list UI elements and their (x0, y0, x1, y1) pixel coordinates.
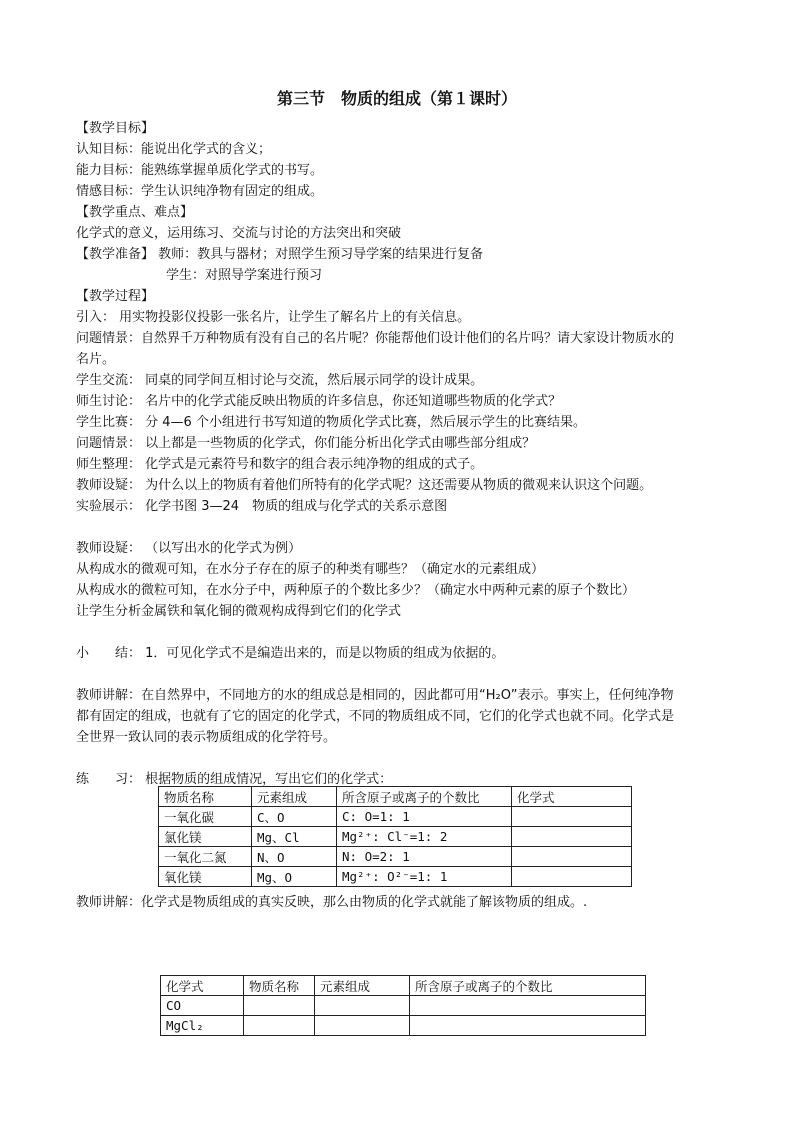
text-line: 师生整理： 化学式是元素符号和数字的组合表示纯净物的组成的式子。 (76, 457, 484, 472)
table-cell-answer[interactable] (512, 867, 632, 887)
table-cell: C: O=1: 1 (337, 807, 512, 827)
text-line: 师生讨论： 名片中的化学式能反映出物质的许多信息，你还知道哪些物质的化学式？ (76, 394, 562, 409)
text-line: 引入： 用实物投影仪投影一张名片，让学生了解名片上的有关信息。 (76, 310, 471, 325)
table-cell: 一氧化碳 (159, 807, 252, 827)
table-cell: N: O=2: 1 (337, 847, 512, 867)
table-row (159, 867, 632, 887)
table-cell-answer[interactable] (244, 1016, 315, 1036)
page-title: 第三节 物质的组成（第１课时） (276, 89, 517, 108)
table-cell-answer[interactable] (315, 1016, 410, 1036)
section-heading-objectives: 【教学目标】 (76, 121, 155, 136)
text-line: 教师讲解：化学式是物质组成的真实反映，那么由物质的化学式就能了解该物质的组成。. (76, 895, 588, 910)
table-row (159, 807, 632, 827)
table-row (159, 847, 632, 867)
text-line: 问题情景：自然界千万种物质有没有自己的名片呢？你能帮他们设计他们的名片吗？请大家设计物质水的 (76, 331, 675, 346)
text-line: 教师讲解：在自然界中，不同地方的水的组成总是相同的，因此都可用“H₂O”表示。事实上，任何纯净物 (76, 688, 674, 703)
table-cell-answer[interactable] (410, 1016, 646, 1036)
table-header-cell: 所含原子或离子的个数比 (337, 787, 512, 807)
table-cell: 氯化镁 (159, 827, 252, 847)
table-cell: Mg、O (252, 867, 337, 887)
text-line: 学生交流： 同桌的同学间互相讨论与交流，然后展示同学的设计成果。 (76, 373, 484, 388)
table-cell: Mg²⁺: O²⁻=1: 1 (337, 867, 512, 887)
table-cell-answer[interactable] (512, 847, 632, 867)
section-heading-preparation: 【教学准备】 教师：教具与器材；对照学生预习导学案的结果进行复备 (76, 247, 484, 262)
text-line: 小 结： 1．可见化学式不是编造出来的，而是以物质的组成为依据的。 (76, 646, 505, 661)
text-line: 从构成水的微粒可知，在水分子中，两种原子的个数比多少？（确定水中两种元素的原子个数比） (76, 583, 636, 598)
text-line: 学生比赛： 分 4—6 个小组进行书写知道的物质化学式比赛，然后展示学生的比赛结果。 (76, 415, 586, 430)
section-heading-key-points: 【教学重点、难点】 (76, 205, 194, 220)
exercise-table-1 (158, 786, 632, 887)
table-cell-answer[interactable] (410, 996, 646, 1016)
text-line: 都有固定的组成，也就有了它的固定的化学式，不同的物质组成不同，它们的化学式也就不同。化学式是 (76, 709, 675, 724)
table-cell: MgCl₂ (161, 1016, 244, 1036)
text-line: 问题情景： 以上都是一些物质的化学式，你们能分析出化学式由哪些部分组成？ (76, 436, 536, 451)
text-line: 全世界一致认同的表示物质组成的化学符号。 (76, 730, 337, 745)
table-cell: Mg²⁺: Cl⁻=1: 2 (337, 827, 512, 847)
text-line: 认知目标：能说出化学式的含义； (76, 142, 272, 157)
exercise-table-2 (160, 975, 646, 1036)
text-line: 教师设疑： 为什么以上的物质有着他们所特有的化学式呢？这还需要从物质的微观来认识这个问题。 (76, 478, 653, 493)
text-line: 情感目标：学生认识纯净物有固定的组成。 (76, 184, 324, 199)
table-row (161, 996, 646, 1016)
table-header-cell: 物质名称 (244, 976, 315, 996)
table-header-cell: 物质名称 (159, 787, 252, 807)
table-cell: N、O (252, 847, 337, 867)
text-line: 学生：对照导学案进行预习 (166, 268, 323, 283)
text-line: 实验展示： 化学书图 3—24 物质的组成与化学式的关系示意图 (76, 499, 448, 514)
table-header-cell: 元素组成 (315, 976, 410, 996)
table-cell: CO (161, 996, 244, 1016)
text-line: 教师设疑： （以写出水的化学式为例） (76, 541, 302, 556)
table-cell-answer[interactable] (512, 827, 632, 847)
table-cell: 氧化镁 (159, 867, 252, 887)
table-cell-answer[interactable] (244, 996, 315, 1016)
text-line: 名片。 (76, 352, 116, 367)
table-row (161, 1016, 646, 1036)
table-cell-answer[interactable] (315, 996, 410, 1016)
table-cell: C、O (252, 807, 337, 827)
table-header-cell: 化学式 (161, 976, 244, 996)
text-line: 让学生分析金属铁和氧化铜的微观构成得到它们的化学式 (76, 604, 402, 619)
text-line: 能力目标：能熟练掌握单质化学式的书写。 (76, 163, 324, 178)
table-header-cell: 元素组成 (252, 787, 337, 807)
table-row (159, 827, 632, 847)
text-line: 化学式的意义，运用练习、交流与讨论的方法突出和突破 (76, 226, 402, 241)
table-cell: Mg、Cl (252, 827, 337, 847)
table-header-row (161, 976, 646, 996)
table-header-cell: 化学式 (512, 787, 632, 807)
table-cell: 一氧化二氮 (159, 847, 252, 867)
text-line: 从构成水的微观可知，在水分子存在的原子的种类有哪些？（确定水的元素组成） (76, 562, 545, 577)
section-heading-process: 【教学过程】 (76, 289, 155, 304)
table-header-row (159, 787, 632, 807)
table-header-cell: 所含原子或离子的个数比 (410, 976, 646, 996)
table-cell-answer[interactable] (512, 807, 632, 827)
exercise-heading: 练 习： 根据物质的组成情况，写出它们的化学式： (76, 772, 393, 787)
